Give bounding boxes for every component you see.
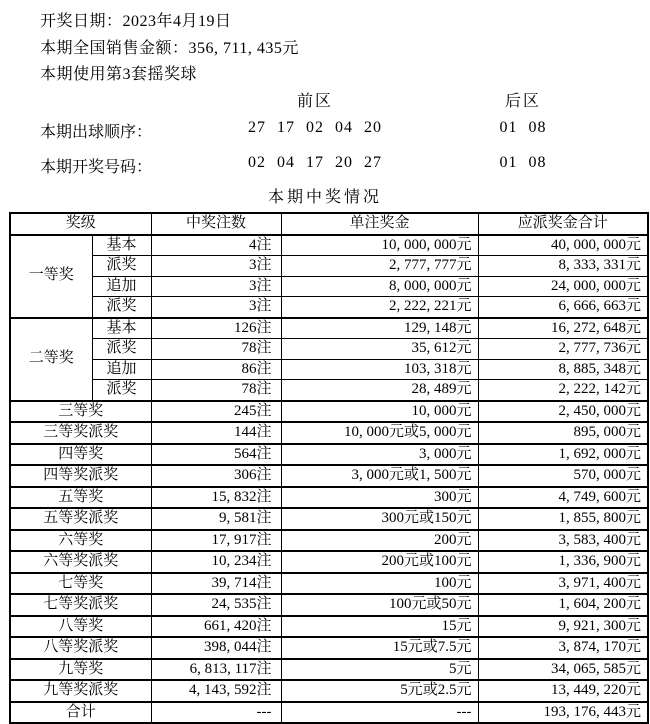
prize-per-bet-cell: 2, 222, 221元: [281, 297, 478, 318]
count-cell: 4, 143, 592注: [151, 680, 281, 702]
header-section: [0, 0, 650, 212]
subtype-cell: 追加: [92, 359, 151, 380]
total-payout-cell: 24, 000, 000元: [478, 276, 648, 297]
prize-level-cell: 六等奖派奖: [10, 551, 151, 573]
subtype-cell: 派奖: [92, 380, 151, 401]
count-cell: 3注: [151, 256, 281, 277]
prize-level-cell: 七等奖派奖: [10, 594, 151, 616]
prize-per-bet-cell: 35, 612元: [281, 339, 478, 360]
total-payout-cell: 2, 777, 736元: [478, 339, 648, 360]
total-payout-cell: 3, 874, 170元: [478, 637, 648, 659]
prize-per-bet-cell: 200元或100元: [281, 551, 478, 573]
ball-set: 本期使用第3套摇奖球: [40, 66, 198, 83]
prize-per-bet-cell: 15元或7.5元: [281, 637, 478, 659]
table-row: [10, 659, 648, 681]
count-cell: 3注: [151, 276, 281, 297]
count-cell: 306注: [151, 465, 281, 487]
total-payout-cell: 1, 855, 800元: [478, 508, 648, 530]
prize-level-cell: 三等奖派奖: [10, 422, 151, 444]
total-payout-cell: 34, 065, 585元: [478, 659, 648, 681]
table-row: [10, 276, 648, 297]
draw-order-front-numbers: 27 17 02 04 20: [248, 119, 382, 136]
prize-per-bet-cell: 5元: [281, 659, 478, 681]
group-label-cell: 二等奖: [10, 318, 92, 401]
subtype-cell: 基本: [92, 235, 151, 256]
table-row: [10, 401, 648, 423]
draw-date: 开奖日期：2023年4月19日: [40, 13, 232, 30]
prize-level-cell: 四等奖: [10, 444, 151, 466]
prize-per-bet-cell: 10, 000元或5, 000元: [281, 422, 478, 444]
draw-order-label: 本期出球顺序：: [40, 124, 153, 141]
subtype-cell: 派奖: [92, 256, 151, 277]
total-payout-cell: 40, 000, 000元: [478, 235, 648, 256]
table-header-row: [10, 213, 648, 235]
subtype-cell: 派奖: [92, 297, 151, 318]
back-zone-label: 后区: [504, 93, 541, 110]
count-cell: 9, 581注: [151, 508, 281, 530]
table-row: [10, 637, 648, 659]
prize-level-cell: 四等奖派奖: [10, 465, 151, 487]
prize-level-cell: 八等奖派奖: [10, 637, 151, 659]
table-row: [10, 422, 648, 444]
table-row: [10, 530, 648, 552]
count-cell: 398, 044注: [151, 637, 281, 659]
total-payout-cell: 4, 749, 600元: [478, 487, 648, 509]
prize-per-bet-cell: 300元: [281, 487, 478, 509]
count-cell: 564注: [151, 444, 281, 466]
prize-per-bet-cell: 10, 000元: [281, 401, 478, 423]
count-cell: 17, 917注: [151, 530, 281, 552]
winning-back-numbers: 01 08: [499, 154, 547, 171]
group-label-cell: 一等奖: [10, 235, 92, 318]
table-row: [10, 573, 648, 595]
header-total-payout: 应派奖金合计: [478, 213, 648, 235]
winning-numbers-label: 本期开奖号码：: [40, 159, 153, 176]
table-row: [10, 616, 648, 638]
subtype-cell: 派奖: [92, 339, 151, 360]
total-payout-cell: 193, 176, 443元: [478, 702, 648, 724]
table-row: [10, 508, 648, 530]
total-payout-cell: 2, 222, 142元: [478, 380, 648, 401]
header-prize-per-bet: 单注奖金: [281, 213, 478, 235]
total-payout-cell: 6, 666, 663元: [478, 297, 648, 318]
count-cell: 6, 813, 117注: [151, 659, 281, 681]
prize-per-bet-cell: 103, 318元: [281, 359, 478, 380]
table-row: [10, 235, 648, 256]
prize-per-bet-cell: 129, 148元: [281, 318, 478, 339]
count-cell: 661, 420注: [151, 616, 281, 638]
total-payout-cell: 16, 272, 648元: [478, 318, 648, 339]
count-cell: 4注: [151, 235, 281, 256]
table-row: [10, 380, 648, 401]
table-row: [10, 318, 648, 339]
prize-level-cell: 九等奖: [10, 659, 151, 681]
prize-per-bet-cell: 3, 000元: [281, 444, 478, 466]
total-payout-cell: 895, 000元: [478, 422, 648, 444]
subtype-cell: 基本: [92, 318, 151, 339]
table-row: [10, 339, 648, 360]
table-row: [10, 465, 648, 487]
count-cell: 24, 535注: [151, 594, 281, 616]
count-cell: 78注: [151, 380, 281, 401]
prize-per-bet-cell: 15元: [281, 616, 478, 638]
count-cell: 15, 832注: [151, 487, 281, 509]
prize-level-cell: 五等奖: [10, 487, 151, 509]
total-payout-cell: 1, 336, 900元: [478, 551, 648, 573]
prize-per-bet-cell: 2, 777, 777元: [281, 256, 478, 277]
count-cell: 78注: [151, 339, 281, 360]
total-payout-cell: 1, 692, 000元: [478, 444, 648, 466]
prize-level-cell: 五等奖派奖: [10, 508, 151, 530]
count-cell: 126注: [151, 318, 281, 339]
count-cell: 10, 234注: [151, 551, 281, 573]
prize-level-cell: 八等奖: [10, 616, 151, 638]
prize-per-bet-cell: 10, 000, 000元: [281, 235, 478, 256]
prize-per-bet-cell: 8, 000, 000元: [281, 276, 478, 297]
total-payout-cell: 9, 921, 300元: [478, 616, 648, 638]
prize-per-bet-cell: 5元或2.5元: [281, 680, 478, 702]
prize-level-cell: 九等奖派奖: [10, 680, 151, 702]
prize-table: [9, 212, 649, 724]
total-payout-cell: 2, 450, 000元: [478, 401, 648, 423]
prize-per-bet-cell: 100元或50元: [281, 594, 478, 616]
total-payout-cell: 570, 000元: [478, 465, 648, 487]
table-row: [10, 702, 648, 724]
header-prize-level: 奖级: [10, 213, 151, 235]
total-row-label-cell: 合计: [10, 702, 151, 724]
count-cell: 39, 714注: [151, 573, 281, 595]
sales-amount: 本期全国销售金额：356, 711, 435元: [40, 40, 299, 57]
count-cell: 144注: [151, 422, 281, 444]
count-cell: ---: [151, 702, 281, 724]
count-cell: 86注: [151, 359, 281, 380]
table-row: [10, 256, 648, 277]
prize-per-bet-cell: 28, 489元: [281, 380, 478, 401]
prize-per-bet-cell: 100元: [281, 573, 478, 595]
table-row: [10, 359, 648, 380]
total-payout-cell: 3, 583, 400元: [478, 530, 648, 552]
prize-per-bet-cell: 300元或150元: [281, 508, 478, 530]
table-row: [10, 594, 648, 616]
prize-level-cell: 六等奖: [10, 530, 151, 552]
prize-per-bet-cell: 200元: [281, 530, 478, 552]
draw-order-back-numbers: 01 08: [499, 119, 547, 136]
total-payout-cell: 13, 449, 220元: [478, 680, 648, 702]
total-payout-cell: 8, 885, 348元: [478, 359, 648, 380]
count-cell: 3注: [151, 297, 281, 318]
front-zone-label: 前区: [296, 93, 333, 110]
table-row: [10, 680, 648, 702]
table-row: [10, 444, 648, 466]
prize-per-bet-cell: ---: [281, 702, 478, 724]
subtype-cell: 追加: [92, 276, 151, 297]
table-row: [10, 551, 648, 573]
count-cell: 245注: [151, 401, 281, 423]
table-row: [10, 297, 648, 318]
total-payout-cell: 1, 604, 200元: [478, 594, 648, 616]
prize-level-cell: 三等奖: [10, 401, 151, 423]
prize-level-cell: 七等奖: [10, 573, 151, 595]
table-row: [10, 487, 648, 509]
total-payout-cell: 3, 971, 400元: [478, 573, 648, 595]
prize-per-bet-cell: 3, 000元或1, 500元: [281, 465, 478, 487]
total-payout-cell: 8, 333, 331元: [478, 256, 648, 277]
winning-front-numbers: 02 04 17 20 27: [248, 154, 382, 171]
section-title: 本期中奖情况: [267, 189, 382, 206]
header-count: 中奖注数: [151, 213, 281, 235]
